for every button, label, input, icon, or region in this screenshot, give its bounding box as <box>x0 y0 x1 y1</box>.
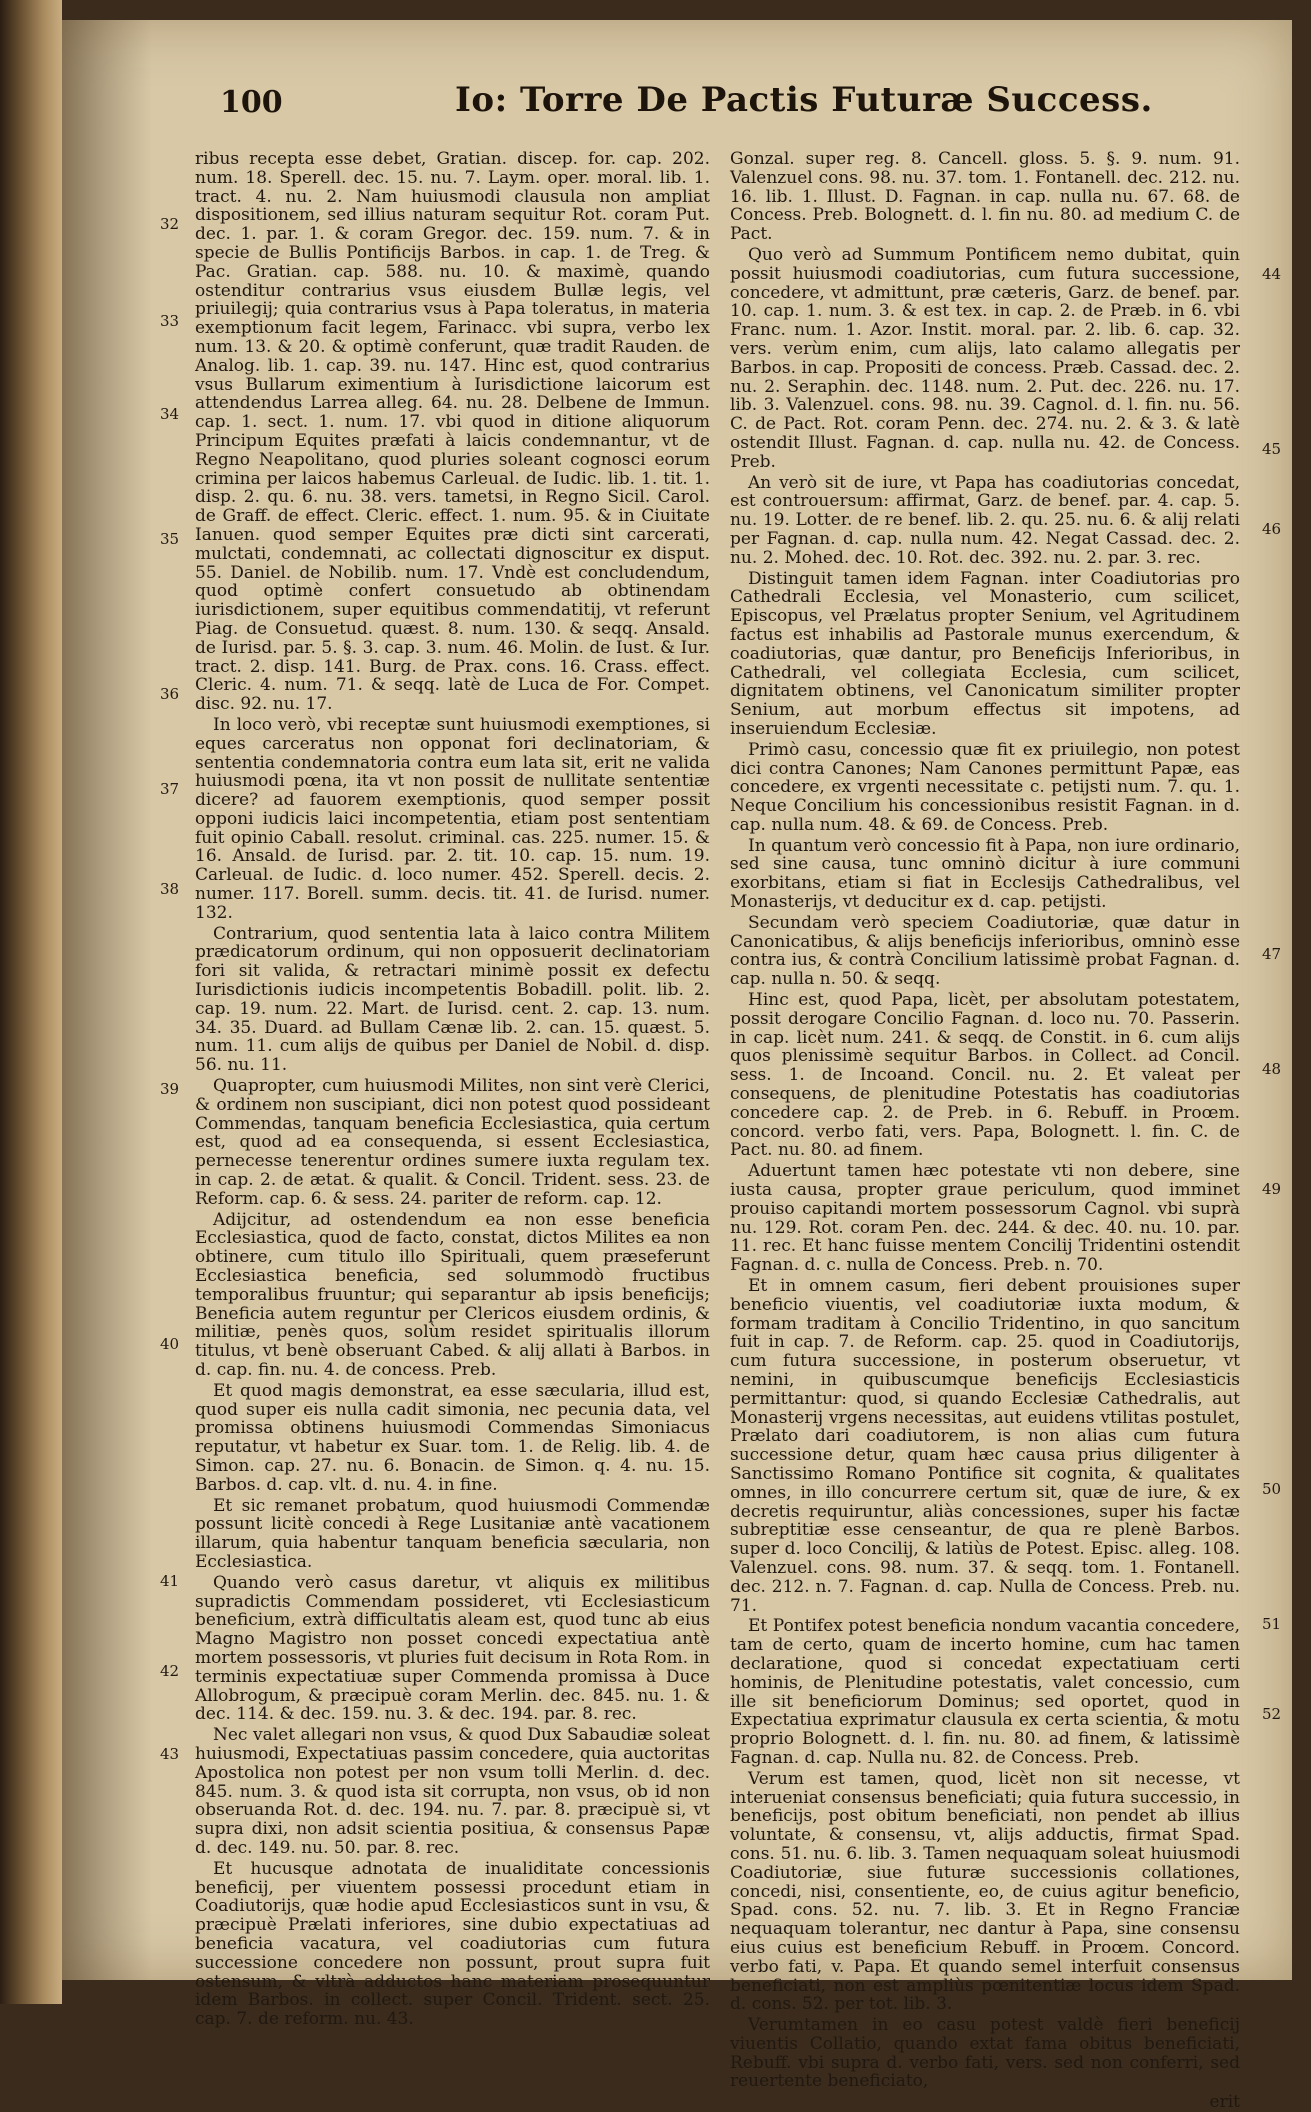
paragraph: Et quod magis demonstrat, ea esse sæcularia, illud est, quod super eis nulla cadit simonia, nec pecunia data, vel promissa obtinens huiusmodi Commendas Simoniacus reputatur, vt habetur ex Suar. tom. 1. de Relig. lib. 4. de Simon. cap. 27. nu. 6. Bonacin. de Simon. q. 4. nu. 15. Barbos. d. cap. vlt. d. nu. 4. in fine. <box>195 1380 710 1495</box>
margin-number: 36 <box>160 685 180 703</box>
left-column <box>195 149 710 2030</box>
margin-number: 32 <box>160 215 180 233</box>
paragraph: Gonzal. super reg. 8. Cancell. gloss. 5. §. 9. num. 91. Valenzuel cons. 98. nu. 37. tom. 1. Fontanell. dec. 212. nu. 16. lib. 1. Illust. D. Fagnan. in cap. nulla nu. 67. 68. de Concess. Preb. Bolognett. d. l. fin nu. 80. ad medium C. de Pact. <box>730 149 1240 245</box>
margin-number: 41 <box>160 1572 180 1590</box>
margin-number: 35 <box>160 530 180 548</box>
paragraph: Et sic remanet probatum, quod huiusmodi Commendæ possunt licitè concedi à Rege Lusitaniæ antè vacationem illarum, quia habentur tanquam beneficia sæcularia, non Ecclesiastica. <box>195 1495 710 1572</box>
margin-number: 45 <box>1262 440 1282 458</box>
margin-number: 43 <box>160 1745 180 1763</box>
margin-number: 33 <box>160 312 180 330</box>
book-edge <box>0 0 62 2004</box>
margin-number: 52 <box>1262 1705 1282 1723</box>
margin-number: 34 <box>160 405 180 423</box>
margin-number: 48 <box>1262 1060 1282 1078</box>
paragraph: Et hucusque adnotata de inualiditate concessionis beneficij, per viuentem possessi procedunt etiam in Coadiutorijs, quæ hodie apud Ecclesiasticos sunt in vsu, & præcipuè Prælati inferiores, sine dubio expectatiuas ad beneficia vacatura, vel coadiutorias cum futura successione concedere non possunt, prout supra fuit ostensum, & vltrà adductos hanc materiam prosequuntur idem Barbos. in collect. super Concil. Trident. sect. 25. cap. 7. de reform. nu. 43. <box>195 1858 710 2030</box>
margin-number: 38 <box>160 880 180 898</box>
margin-number: 44 <box>1262 265 1282 283</box>
running-head: Io: Torre De Pactis Futuræ Success. <box>455 80 1153 120</box>
margin-number: 42 <box>160 1662 180 1680</box>
right-column <box>730 149 1240 2112</box>
margin-number: 51 <box>1262 1615 1282 1633</box>
paragraph: Primò casu, concessio quæ fit ex priuilegio, non potest dici contra Canones; Nam Canones permittunt Papæ, eas concedere, ex vrgenti necessitate c. petijsti num. 7. qu. 1. Neque Concilium his concessionibus resistit Fagnan. in d. cap. nulla num. 48. & 69. de Concess. Preb. <box>730 739 1240 835</box>
paragraph: Distinguit tamen idem Fagnan. inter Coadiutorias pro Cathedrali Ecclesia, vel Monasterio, cum scilicet, Episcopus, vel Prælatus propter Senium, vel Agritudinem factus est inhabilis ad Pastorale munus exercendum, & coadiutorias, quæ dantur, pro Beneficijs Inferioribus, in Cathedrali, vel collegiata Ecclesia, cum scilicet, dignitatem obtinens, vel Canonicatum similiter propter Senium, aut morbum effectus sit impotens, ad inseruiendum Ecclesiæ. <box>730 568 1240 739</box>
paragraph: Quapropter, cum huiusmodi Milites, non sint verè Clerici, & ordinem non suscipiant, dici non potest quod possideant Commendas, tanquam beneficia Ecclesiastica, quia certum est, quod ad ea consequenda, si essent Ecclesiastica, pernecesse tenerentur ordines sumere iuxta regulam tex. in cap. 2. de ætat. & qualit. & Concil. Trident. sess. 23. de Reform. cap. 6. & sess. 24. pariter de reform. cap. 12. <box>195 1076 710 1209</box>
margin-number: 39 <box>160 1080 180 1098</box>
paragraph: In quantum verò concessio fit à Papa, non iure ordinario, sed sine causa, tunc omninò dicitur à iure communi exorbitans, etiam si fiat in Ecclesijs Cathedralibus, vel Monasterijs, vt deducitur ex d. cap. petijsti. <box>730 835 1240 913</box>
paragraph: Hinc est, quod Papa, licèt, per absolutam potestatem, possit derogare Concilio Fagnan. d. loco nu. 70. Passerin. in cap. licèt num. 241. & seqq. de Constit. in 6. cum alijs quos plenissimè sequitur Barbos. in Collect. ad Concil. sess. 1. de Incoand. Concil. nu. 2. Et valeat per consequens, de plenitudine Potestatis has coadiutorias concedere cap. 2. de Preb. in 6. Rebuff. in Proœm. concord. verbo fati, vers. Papa, Bolognett. l. fin. C. de Pact. nu. 80. ad finem. <box>730 990 1240 1161</box>
margin-number: 40 <box>160 1335 180 1353</box>
paragraph: Quo verò ad Summum Pontificem nemo dubitat, quin possit huiusmodi coadiutorias, cum futura successione, concedere, vt admittunt, præ cæteris, Garz. de benef. par. 10. cap. 1. num. 3. & est tex. in cap. 2. de Præb. in 6. vbi Franc. num. 1. Azor. Instit. moral. par. 2. lib. 6. cap. 32. vers. verùm enim, cum alijs, lato calamo allegatis per Barbos. in cap. Propositi de concess. Præb. Cassad. dec. 2. nu. 2. Seraphin. dec. 1148. num. 2. Put. dec. 226. nu. 17. lib. 3. Valenzuel. cons. 98. nu. 39. Cagnol. d. l. fin. nu. 56. C. de Pact. Rot. coram Penn. dec. 274. nu. 2. & 3. & latè ostendit Illust. Fagnan. d. cap. nulla nu. 42. de Concess. Preb. <box>730 244 1240 472</box>
page-number: 100 <box>220 85 283 120</box>
paragraph: Verum est tamen, quod, licèt non sit necesse, vt interueniat consensus beneficiati; quia futura successio, in beneficijs, post obitum beneficiati, non pendet ab illius voluntate, & consensu, vt, alijs adductis, firmat Spad. cons. 51. nu. 6. lib. 3. Tamen nequaquam soleat huiusmodi Coadiutoriæ, siue futuræ successionis collationes, concedi, nisi, consentiente, eo, de cuius agitur beneficio, Spad. cons. 52. nu. 7. lib. 3. Et in Regno Franciæ nequaquam tolerantur, nec dantur à Papa, sine consensu eius cuius est beneficium Rebuff. in Proœm. Concord. verbo fati, v. Papa. Et quando semel interfuit consensus beneficiati, non est ampliùs pœnitentiæ locus idem Spad. d. cons. 52. per tot. lib. 3. <box>730 1768 1240 2015</box>
margin-number: 46 <box>1262 520 1282 538</box>
paragraph: In loco verò, vbi receptæ sunt huiusmodi exemptiones, si eques carceratus non opponat fori declinatoriam, & sententia condemnatoria contra eum lata sit, erit ne valida huiusmodi pœna, ita vt non possit de nullitate sententiæ dicere? ad fauorem exemptionis, quod semper possit opponi iudicis laici incompetentia, etiam post sententiam fuit opinio Caball. resolut. criminal. cas. 225. numer. 15. & 16. Ansald. de Iurisd. par. 2. tit. 10. cap. 15. num. 19. Carleual. de Iudic. d. loco numer. 452. Sperell. decis. 2. numer. 117. Borell. summ. decis. tit. 41. de Iurisd. numer. 132. <box>195 714 710 923</box>
paragraph: Contrarium, quod sententia lata à laico contra Militem prædicatorum ordinum, qui non opposuerit declinatoriam fori sit valida, & retractari minimè possit ex defectu Iurisdictionis iudicis incompetentis Bobadill. polit. lib. 2. cap. 19. num. 22. Mart. de Iurisd. cent. 2. cap. 13. num. 34. 35. Duard. ad Bullam Cænæ lib. 2. can. 15. quæst. 5. num. 11. cum alijs de quibus per Daniel de Nobil. d. disp. 56. nu. 11. <box>195 923 710 1076</box>
spine-shadow <box>62 20 152 1980</box>
paragraph: An verò sit de iure, vt Papa has coadiutorias concedat, est controuersum: affirmat, Garz. de benef. par. 4. cap. 5. nu. 19. Lotter. de re benef. lib. 2. qu. 25. nu. 6. & alij relati per Fagnan. d. cap. nulla num. 42. Negat Cassad. dec. 2. nu. 2. Mohed. dec. 10. Rot. dec. 392. nu. 2. par. 3. rec. <box>730 472 1240 568</box>
paragraph: Adijcitur, ad ostendendum ea non esse beneficia Ecclesiastica, quod de facto, constat, dictos Milites ea non obtinere, cum titulo illo Spirituali, quem præseferunt Ecclesiastica beneficia, sed solummodò fructibus temporalibus fruuntur; qui separantur ab ipsis beneficijs; Beneficia autem reguntur per Clericos eiusdem ordinis, & militiæ, penès quos, solùm residet spiritualis illorum titulus, vt benè obseruant Cabed. & alij allati à Barbos. in d. cap. fin. nu. 4. de concess. Preb. <box>195 1209 710 1380</box>
paragraph: Verumtamen in eo casu potest valdè fieri beneficij viuentis Collatio, quando extat fama obitus beneficiati, Rebuff. vbi supra d. verbo fati, vers. sed non conferri, sed reuertente beneficiato, <box>730 2015 1240 2092</box>
paragraph: Nec valet allegari non vsus, & quod Dux Sabaudiæ soleat huiusmodi, Expectatiuas passim concedere, quia auctoritas Apostolica non potest per non vsum tolli Merlin. d. dec. 845. num. 3. & quod ista sit corrupta, non vsus, ob id non obseruanda Rot. d. dec. 194. nu. 7. par. 8. præcipuè si, vt supra dixi, non adsit scientia positiua, & consensus Papæ d. dec. 149. nu. 50. par. 8. rec. <box>195 1725 710 1858</box>
margin-number: 49 <box>1262 1180 1282 1198</box>
margin-number: 47 <box>1262 945 1282 963</box>
paragraph: ribus recepta esse debet, Gratian. discep. for. cap. 202. num. 18. Sperell. dec. 15. nu. 7. Laym. oper. moral. lib. 1. tract. 4. nu. 2. Nam huiusmodi clausula non ampliat dispositionem, sed illius naturam sequitur Rot. coram Put. dec. 1. par. 1. & coram Gregor. dec. 159. num. 7. & in specie de Bullis Pontificijs Barbos. in cap. 1. de Treg. & Pac. Gratian. cap. 588. nu. 10. & maximè, quando ostenditur contrarius vsus eiusdem Bullæ legis, vel priuilegij; quia contrarius vsus à Papa toleratus, in materia exemptionum facit legem, Farinacc. vbi supra, verbo lex num. 13. & 20. & optimè conferunt, quæ tradit Rauden. de Analog. lib. 1. cap. 39. nu. 147. Hinc est, quod contrarius vsus Bullarum eximentium à Iurisdictione laicorum est attendendus Larrea alleg. 64. nu. 28. Delbene de Immun. cap. 1. sect. 1. num. 17. vbi quod in ditione aliquorum Principum Equites præfati à laicis condemnantur, vt de Regno Neapolitano, quod pluries soleant cognosci eorum crimina per laicos habemus Carleual. de Iudic. lib. 1. tit. 1. disp. 2. qu. 6. nu. 38. vers. tametsi, in Regno Sicil. Carol. de Graff. de effect. Cleric. effect. 1. num. 95. & in Ciuitate Ianuen. quod semper Equites præ dicti sint carcerati, mulctati, condemnati, ac collectati dignoscitur ex disput. 55. Daniel. de Nobilib. num. 17. Vndè est concludendum, quod optimè confert consuetudo ab obtinendam iurisdictionem, super equitibus commendatitij, vt referunt Piag. de Consuetud. quæst. 8. num. 130. & seqq. Ansald. de Iurisd. par. 5. §. 3. cap. 3. num. 46. Molin. de Iust. & Iur. tract. 2. disp. 141. Burg. de Prax. cons. 16. Crass. effect. Cleric. 4. num. 71. & seqq. latè de Luca de For. Compet. disc. 92. nu. 17. <box>195 149 710 715</box>
paragraph: Et in omnem casum, fieri debent prouisiones super beneficio viuentis, vel coadiutoriæ iuxta modum, & formam traditam à Concilio Tridentino, in quo sancitum fuit in cap. 7. de Reform. cap. 25. quod in Coadiutorijs, cum futura successione, in posterum obseruetur, vt nemini, in quibuscumque beneficijs Ecclesiasticis permittantur: quod, si quando Ecclesiæ Cathedralis, aut Monasterij vrgens necessitas, aut euidens vtilitas postulet, Prælato dari coadiutorem, is non alias cum futura successione detur, quam hæc causa prius diligenter à Sanctissimo Romano Pontifice sit cognita, & qualitates omnes, in illo concurrere certum sit, quæ de iure, & ex decretis requiruntur, aliàs concessiones, super his factæ subreptitiæ esse censeantur, de qua re plenè Barbos. super d. loco Concilij, & latiùs de Potest. Episc. alleg. 108. Valenzuel. cons. 98. num. 37. & seqq. tom. 1. Fontanell. dec. 212. n. 7. Fagnan. d. cap. Nulla de Concess. Preb. nu. 71. <box>730 1276 1240 1616</box>
catchword: erit <box>1209 2092 1240 2112</box>
margin-number: 50 <box>1262 1480 1282 1498</box>
paragraph: Et Pontifex potest beneficia nondum vacantia concedere, tam de certo, quam de incerto homine, cum hac tamen declaratione, quod si concedat expectatiuam certi hominis, de Plenitudine potestatis, valet concessio, cum ille sit beneficiorum Dominus; sed oportet, quod in Expectatiua exprimatur clausula ex certa scientia, & motu proprio Bolognett. d. l. fin. nu. 80. ad finem, & latissimè Fagnan. d. cap. Nulla nu. 82. de Concess. Preb. <box>730 1616 1240 1768</box>
paragraph: Aduertunt tamen hæc potestate vti non debere, sine iusta causa, propter graue periculum, quod imminet prouiso capitandi mortem possessorum Cagnol. vbi suprà nu. 129. Rot. coram Pen. dec. 244. & dec. 40. nu. 10. par. 11. rec. Et hanc fuisse mentem Concilij Tridentini ostendit Fagnan. d. c. nulla de Concess. Preb. n. 70. <box>730 1161 1240 1276</box>
paragraph: Quando verò casus daretur, vt aliquis ex militibus supradictis Commendam possideret, vti Ecclesiasticum beneficium, extrà difficultatis aleam est, quod tunc ab eius Magno Magistro non posset concedi expectatiua antè mortem possessoris, vt pluries fuit decisum in Rota Rom. in terminis expectatiuæ super Commenda promissa à Duce Allobrogum, & præcipuè coram Merlin. dec. 845. nu. 1. & dec. 114. & dec. 159. nu. 3. & dec. 194. par. 8. rec. <box>195 1572 710 1725</box>
paragraph: Secundam verò speciem Coadiutoriæ, quæ datur in Canonicatibus, & alijs beneficijs inferioribus, omninò esse contra ius, & contrà Concilium latissimè probat Fagnan. d. cap. nulla n. 50. & seqq. <box>730 912 1240 990</box>
margin-number: 37 <box>160 780 180 798</box>
